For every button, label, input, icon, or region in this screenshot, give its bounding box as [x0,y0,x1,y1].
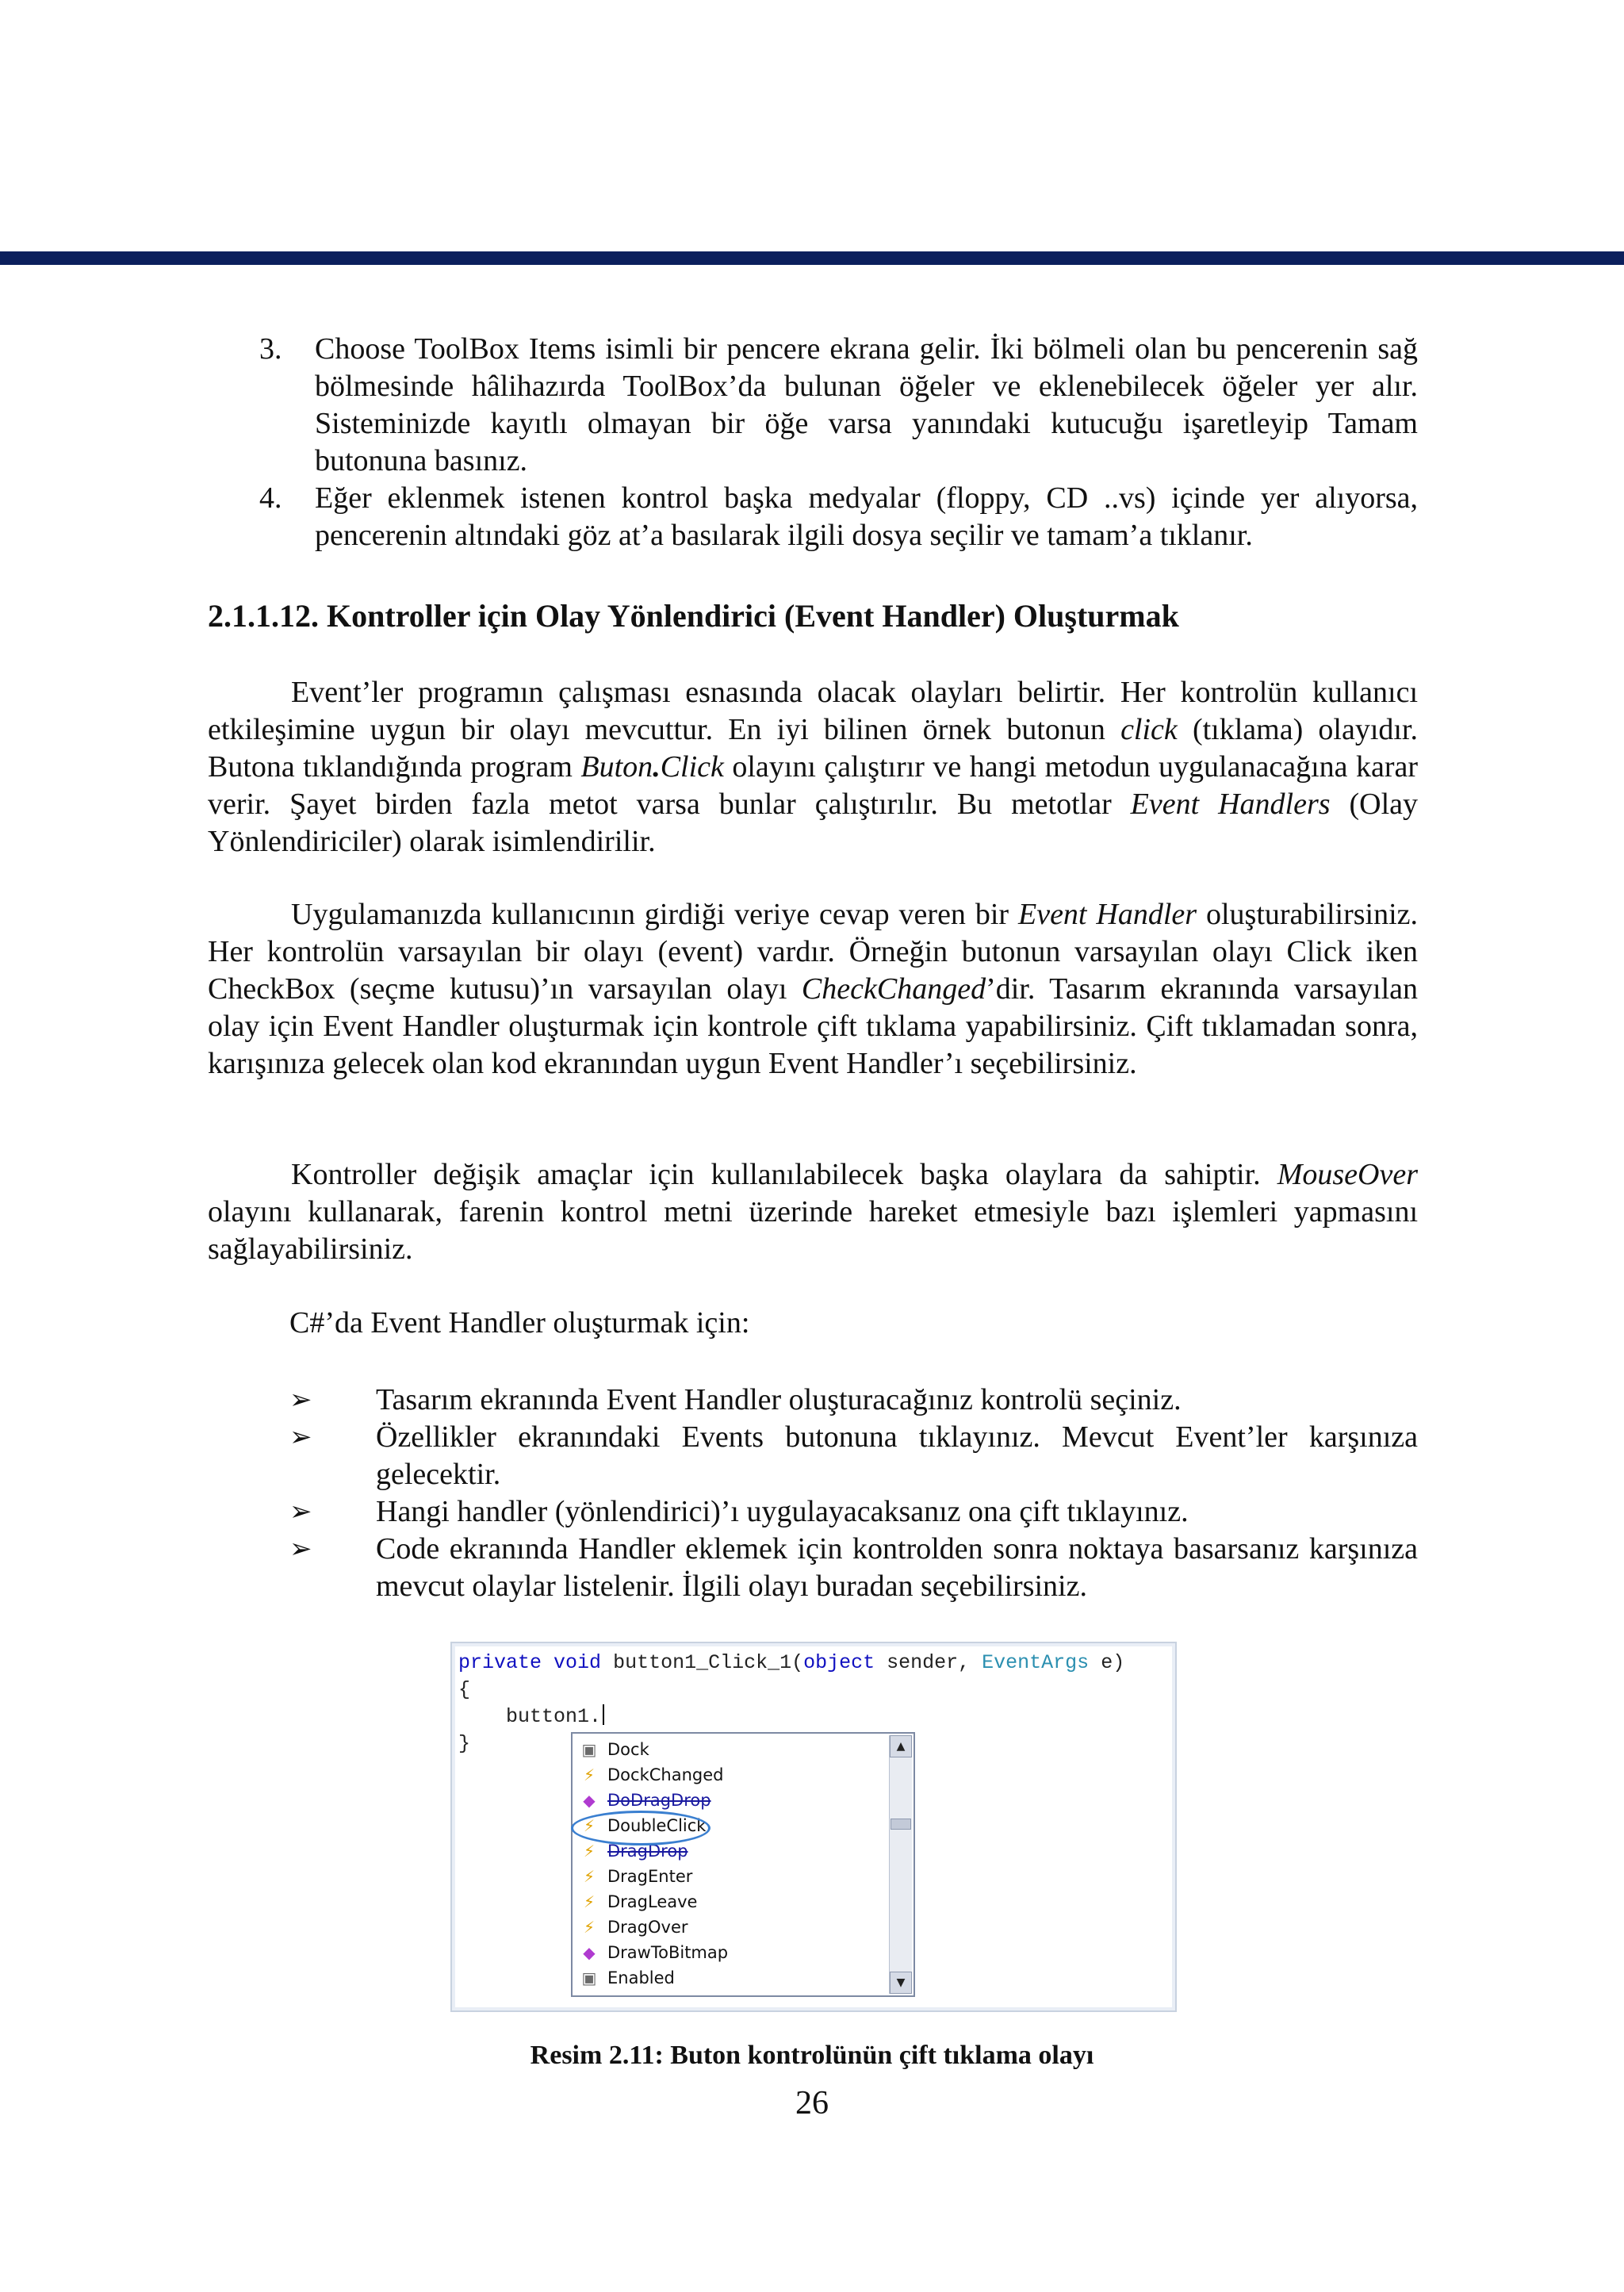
code-editor-screenshot [450,1642,1177,2012]
text-run: Kontroller değişik amaçlar için kullanılabilecek başka olaylara da sahiptir. [291,1158,1277,1191]
member-label: Dock [607,1740,649,1759]
member-label: DockChanged [607,1765,724,1784]
list-number: 3. [259,332,282,366]
member-list[interactable] [577,1737,887,1991]
event-icon: ⚡ [583,1867,596,1886]
code-keyword: void [553,1651,602,1674]
text-run: (Olay Yönlendiriciler) olarak isimlendirilir. [208,788,1418,858]
member-item[interactable] [577,1914,887,1940]
bullet-text: Code ekranında Handler eklemek için kontrolden sonra noktaya basarsanız karşınıza mevcut olaylar listelenir. İlgili olayı buradan seçebilirsiniz. [376,1532,1418,1603]
list-number: 4. [259,481,282,515]
member-item[interactable] [577,1864,887,1889]
paragraph-csharp-steps-intro: C#’da Event Handler oluşturmak için: [289,1306,750,1340]
paragraph-other-events [208,1156,1418,1268]
event-icon: ⚡ [583,1892,596,1911]
bullet-item [208,1531,1418,1605]
list-text: Eğer eklenmek istenen kontrol başka medyalar (floppy, CD ..vs) içinde yer alıyorsa, pencerenin altındaki göz at’a basılarak ilgili dosya seçilir ve tamam’a tıklanır. [315,481,1418,552]
scroll-up-arrow-icon[interactable]: ▲ [890,1735,912,1757]
member-item[interactable] [577,1889,887,1914]
text-run: Event’ler programın çalışması esnasında olacak olayları belirtir. Her kontrolün kullanıcı etkileşimine uygun bir olayı mevcuttur. En iyi bilinen örnek butonun [208,676,1418,746]
list-item [208,331,1418,480]
italic-term: click [1120,713,1178,746]
member-item[interactable] [577,1965,887,1991]
event-icon: ⚡ [583,1816,596,1835]
member-item[interactable] [577,1940,887,1965]
method-icon: ◆ [583,1943,596,1962]
list-item [208,480,1418,554]
member-item-doubleclick[interactable] [577,1813,887,1838]
member-item[interactable] [577,1737,887,1762]
member-item[interactable] [577,1838,887,1864]
code-line-member-access[interactable] [506,1704,1220,1730]
text-run: ’dir. Tasarım ekranında varsayılan olay için Event Handler oluşturmak için kontrole çift tıklama yapabilirsiniz. Çift tıklamadan sonra, karışınıza gelecek olan kod ekranından uygun Event Handler’ı seçebilirsiniz. [208,972,1418,1080]
header-rule [0,251,1624,265]
member-item[interactable] [577,1788,887,1813]
event-icon: ⚡ [583,1765,596,1784]
bullet-item [208,1419,1418,1493]
list-text: Choose ToolBox Items isimli bir pencere ekrana gelir. İki bölmeli olan bu pencerenin sağ bölmesinde hâlihazırda ToolBox’da bulunan öğeler ve eklenebilecek öğeler yer alır. Sisteminizde kayıtlı olmayan bir öğe varsa yanındaki kutucuğu işaretleyip Tamam butonuna basınız. [315,332,1418,477]
arrow-bullet-icon: ➢ [289,1533,312,1565]
code-type: EventArgs [982,1651,1090,1674]
bullet-item [208,1382,1418,1419]
arrow-bullet-icon: ➢ [289,1496,312,1527]
method-icon: ◆ [583,1791,596,1810]
italic-term: Event Handlers [1130,788,1331,821]
property-icon: ▣ [581,1968,597,1987]
code-text: sender, [875,1651,982,1674]
code-line-signature [458,1650,1172,1677]
page-number: 26 [795,2085,829,2121]
member-label: Enabled [607,1968,675,1987]
arrow-bullet-icon: ➢ [289,1421,312,1453]
member-label: DragEnter [607,1867,693,1886]
bullet-text: Hangi handler (yönlendirici)’ı uygulayacaksanız ona çift tıklayınız. [376,1495,1189,1528]
code-text: button1_Click_1( [601,1651,804,1674]
text-run: oluşturabilirsiniz. Her kontrolün varsayılan bir olayı (event) vardır. Örneğin butonun varsayılan olayı Click iken CheckBox (seçme kutusu)’ın varsayılan olayı [208,898,1418,1006]
paragraph-default-event [208,896,1418,1083]
text-caret [603,1704,604,1725]
numbered-list [208,331,1418,554]
code-line-open-brace: { [458,1678,471,1701]
intellisense-popup[interactable] [571,1732,915,1997]
italic-term: Event Handler [1017,898,1197,931]
member-label: DoubleClick [607,1816,707,1835]
bullet-list [208,1382,1418,1605]
scroll-down-arrow-icon[interactable]: ▼ [890,1972,912,1994]
code-keyword: private [458,1651,542,1674]
arrow-bullet-icon: ➢ [289,1384,312,1416]
code-text: e) [1089,1651,1125,1674]
code-line-close-brace: } [458,1732,471,1755]
event-icon: ⚡ [583,1918,596,1937]
bullet-text: Özellikler ekranındaki Events butonuna tıklayınız. Mevcut Event’ler karşınıza gelecektir. [376,1420,1418,1491]
member-label: DragOver [607,1918,688,1937]
member-label: DragLeave [607,1892,698,1911]
member-label: DragDrop [607,1842,688,1861]
figure-caption: Resim 2.11: Buton kontrolünün çift tıklama olayı [530,2041,1094,2070]
code-keyword: object [803,1651,875,1674]
bold-dot: . [653,750,661,784]
member-label: DoDragDrop [607,1791,711,1810]
code-text: button1. [506,1705,602,1728]
scroll-thumb[interactable] [891,1819,911,1830]
text-run: olayını kullanarak, farenin kontrol metni üzerinde hareket etmesiyle bazı işlemleri yapmasını sağlayabilirsiniz. [208,1195,1418,1266]
italic-term: Click [660,750,724,784]
bullet-text: Tasarım ekranında Event Handler oluşturacağınız kontrolü seçiniz. [376,1383,1182,1416]
section-heading: 2.1.1.12. Kontroller için Olay Yönlendirici (Event Handler) Oluşturmak [208,598,1179,634]
paragraph-events-intro [208,674,1418,860]
member-item[interactable] [577,1762,887,1788]
property-icon: ▣ [581,1740,597,1759]
italic-term: CheckChanged [801,972,986,1006]
italic-term: MouseOver [1277,1158,1418,1191]
bullet-item [208,1493,1418,1531]
text-run: olayını çalıştırır ve hangi metodun uygulanacağına karar verir. Şayet birden fazla metot varsa bunlar çalıştırılır. Bu metotlar [208,750,1418,821]
text-run: (tıklama) olayıdır. Butona tıklandığında program [208,713,1418,784]
popup-scrollbar[interactable] [889,1735,912,1994]
event-icon: ⚡ [583,1842,596,1861]
italic-term: Buton [580,750,653,784]
text-run: Uygulamanızda kullanıcının girdiği veriye cevap veren bir [291,898,1018,931]
member-label: DrawToBitmap [607,1943,729,1962]
